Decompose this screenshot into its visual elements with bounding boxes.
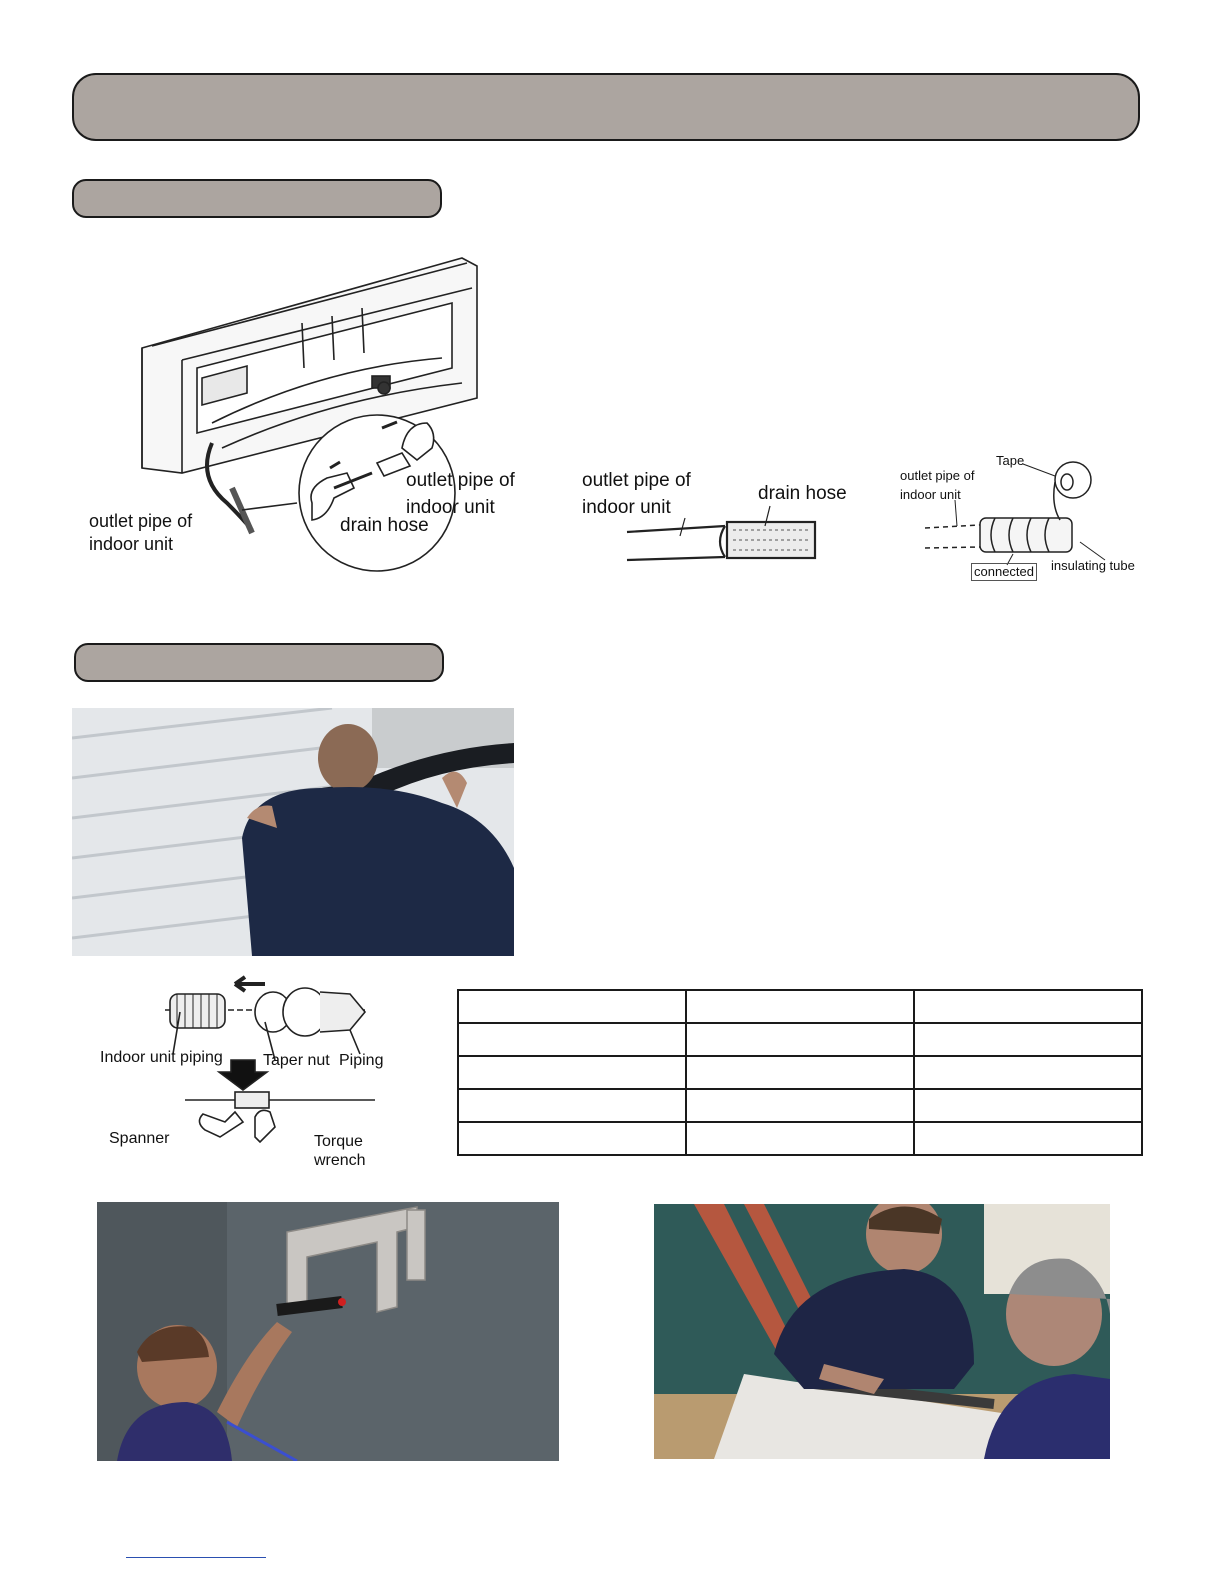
table-cell <box>686 990 914 1023</box>
torque-wrench-label-line2: wrench <box>314 1152 366 1169</box>
indoor-unit-piping-label: Indoor unit piping <box>100 1049 223 1066</box>
tape-insulation-figure <box>895 450 1145 585</box>
fig1-outlet-pipe-label-line2: indoor unit <box>89 534 174 554</box>
fig2-drain-hose-label: drain hose <box>758 483 847 504</box>
spanner-label: Spanner <box>109 1130 170 1147</box>
drilling-wall-photo <box>97 1202 559 1461</box>
table-cell <box>914 1056 1142 1089</box>
flare-nut-connection-figure <box>95 972 400 1172</box>
fig3-connected-label: connected <box>971 563 1037 581</box>
table-cell <box>914 1122 1142 1155</box>
fig1-outlet-pipe-label-line1: outlet pipe of <box>89 511 193 531</box>
page-header-banner <box>72 73 1140 141</box>
technician-exterior-photo <box>72 708 514 956</box>
fig2-outlet-pipe-label-line2: indoor unit <box>582 497 671 518</box>
fig3-insulating-tube-label: insulating tube <box>1051 558 1135 573</box>
fig2-outlet-pipe-label-line1: outlet pipe of <box>582 470 691 491</box>
drilling-wall-illustration <box>97 1202 559 1461</box>
table-cell <box>686 1023 914 1056</box>
table-cell <box>914 1023 1142 1056</box>
table-row <box>458 1056 1142 1089</box>
fig1-inset-outlet-label-line2: indoor unit <box>406 497 495 518</box>
table-row <box>458 1089 1142 1122</box>
technicians-connecting-illustration <box>654 1204 1110 1459</box>
table-cell <box>914 990 1142 1023</box>
indoor-unit-drawing <box>72 248 532 583</box>
table-row <box>458 1023 1142 1056</box>
table-cell <box>914 1089 1142 1122</box>
fig3-tape-label: Tape <box>996 453 1025 468</box>
table-cell <box>458 1122 686 1155</box>
table-row <box>458 1122 1142 1155</box>
technician-exterior-illustration <box>72 708 514 956</box>
fig3-outlet-pipe-label-line1: outlet pipe of <box>900 468 975 483</box>
fig3-outlet-pipe-label-line2: indoor unit <box>900 487 961 502</box>
table-cell <box>686 1056 914 1089</box>
table-cell <box>458 1089 686 1122</box>
footer-link-underline <box>126 1557 266 1558</box>
section-header-drain <box>72 179 442 218</box>
technicians-connecting-photo <box>654 1204 1110 1459</box>
section-header-piping <box>74 643 444 682</box>
fig1-drain-hose-label: drain hose <box>340 515 429 536</box>
table-cell <box>686 1089 914 1122</box>
table-cell <box>458 990 686 1023</box>
drain-hose-connection-figure <box>575 460 865 580</box>
taper-nut-label: Taper nut <box>263 1052 330 1069</box>
table-row <box>458 990 1142 1023</box>
fig1-inset-outlet-label-line1: outlet pipe of <box>406 470 515 491</box>
table-cell <box>686 1122 914 1155</box>
torque-spec-table <box>457 989 1143 1156</box>
indoor-unit-drain-figure <box>72 248 532 583</box>
piping-label: Piping <box>339 1052 384 1069</box>
table-cell <box>458 1056 686 1089</box>
table-cell <box>458 1023 686 1056</box>
torque-wrench-label-line1: Torque <box>314 1133 363 1150</box>
